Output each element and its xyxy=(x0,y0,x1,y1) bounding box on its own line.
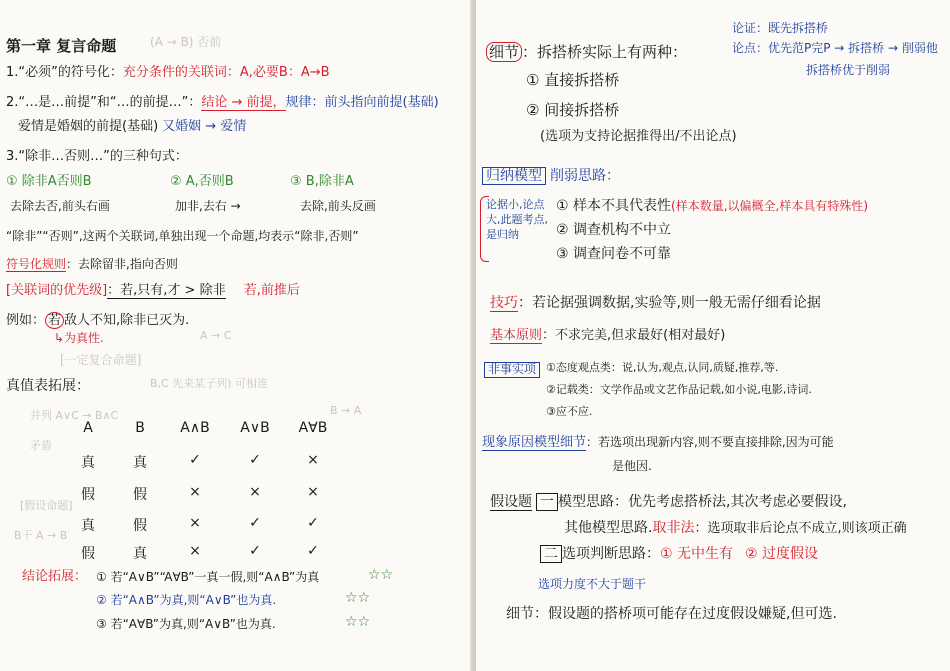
phen-label: 现象原因模型细节 xyxy=(482,435,587,450)
rule-2: 加非,去右 → xyxy=(175,199,241,213)
note-line-1-red: 充分条件的关联词：A,必要B：A→B xyxy=(122,65,330,80)
stars-3: ☆☆ xyxy=(345,614,371,630)
note-line-3-prefix: 爱情是婚姻的前提(基础) xyxy=(18,119,159,134)
detail-item-3: (选项为支持论据推得出/不出论点) xyxy=(540,129,737,144)
hyp-option-a: ① 无中生有 xyxy=(660,546,734,562)
hyp-text-2-red: 取非法 xyxy=(652,520,695,536)
table-cell: ✓ xyxy=(189,452,201,468)
table-cell: 假 xyxy=(133,487,147,503)
model-item-1-text: ① 样本不具代表性 xyxy=(556,198,672,214)
table-cell: 真 xyxy=(133,546,147,562)
detail-text: ：拆搭桥实际上有两种： xyxy=(522,43,688,61)
table-cell: × xyxy=(249,484,261,500)
stars-2: ☆☆ xyxy=(345,590,371,606)
ghost-side-1: 并列 A∨C → B∧C xyxy=(30,409,119,422)
right-page xyxy=(476,0,950,671)
final-note: 细节：假设题的搭桥项可能存在过度假设嫌疑,但可选. xyxy=(506,606,837,622)
priority-label: [关联词的优先级] xyxy=(6,283,108,298)
note-line-6 xyxy=(6,258,178,272)
model-item-1 xyxy=(556,198,868,214)
side-note: 论据小,论点大,此题考点,是归纳 xyxy=(486,198,548,241)
note-line-1 xyxy=(6,66,330,81)
detail-line xyxy=(486,44,687,61)
table-cell: ✓ xyxy=(307,515,319,531)
ghost-side-4: [假设命题] xyxy=(20,499,73,512)
rule-1: 去除去否,前头右画 xyxy=(10,199,110,213)
ghost-example: A → C xyxy=(200,329,232,342)
conclusion-1: ① 若“A∨B”“A∀B”一真一假,则“A∧B”为真 xyxy=(96,570,320,584)
ghost-side-2: 矛盾 xyxy=(30,439,52,452)
hyp-line-2 xyxy=(564,520,907,537)
note-line-4: 3.“除非…否则…”的三种句式： xyxy=(6,149,188,164)
note-line-6-rest: ：去除留非,指向否则 xyxy=(66,257,178,271)
left-page xyxy=(0,0,472,671)
detail-item-2: ② 间接拆搭桥 xyxy=(526,101,620,119)
note-line-3 xyxy=(18,120,246,135)
model-text: 削弱思路： xyxy=(550,168,620,184)
table-cell: × xyxy=(189,515,201,531)
table-cell: 真 xyxy=(133,455,147,471)
model-item-2: ② 调查机构不中立 xyxy=(556,222,672,238)
priority-red: 若,前推后 xyxy=(243,283,300,298)
top-note-2: 论点：优先范P完P → 拆搭桥 → 削弱他 xyxy=(732,41,938,55)
ghost-side-5: B干 A → B xyxy=(14,529,68,542)
truth-table-title: 真值表拓展： xyxy=(6,378,90,394)
basic-text: ：不求完美,但求最好(相对最好) xyxy=(542,328,726,343)
chapter-title: 第一章 复言命题 xyxy=(6,37,117,55)
note-line-5: “除非”“否则”,这两个关联词,单独出现一个命题,均表示“除非,否则” xyxy=(6,229,359,243)
model-label: 归纳模型 xyxy=(482,167,546,185)
table-cell: ✓ xyxy=(249,543,261,559)
rule-3: 去除,前头反画 xyxy=(300,199,376,213)
note-line-3-blue: 又婚姻 → 爱情 xyxy=(162,119,247,134)
table-header: A xyxy=(83,420,93,436)
tip-text: ：若论据强调数据,实验等,则一般无需仔细看论据 xyxy=(518,295,821,311)
hyp-circle-1: 一 xyxy=(536,493,558,511)
model-item-3: ③ 调查问卷不可靠 xyxy=(556,246,672,262)
phen-line xyxy=(482,436,834,451)
top-note-3: 拆搭桥优于削弱 xyxy=(806,63,891,77)
option-2: ② A,否则B xyxy=(170,174,234,189)
table-cell: 真 xyxy=(81,518,95,534)
tip-label: 技巧 xyxy=(490,295,518,311)
table-cell: ✓ xyxy=(249,452,261,468)
note-line-1-prefix: 1.“必须”的符号化： xyxy=(6,65,123,80)
conclusion-2: ② 若“A∧B”为真,则“A∨B”也为真. xyxy=(96,593,277,607)
conclusion-label: 结论拓展： xyxy=(22,569,88,584)
priority-line xyxy=(6,284,300,299)
example-prefix: 例如： xyxy=(6,313,46,328)
top-note-1: 论证：既先拆搭桥 xyxy=(732,21,829,35)
ghost-side-3: B → A xyxy=(330,404,362,417)
fact-item-1: ①态度观点类：说,认为,观点,认同,质疑,推荐,等. xyxy=(546,361,779,374)
example-text: 敌人不知,除非已灭为. xyxy=(64,313,190,328)
strength-note: 选项力度不大于题干 xyxy=(538,577,647,591)
fact-item-2: ②记载类：文学作品或文艺作品记载,如小说,电影,诗词. xyxy=(546,383,812,396)
table-cell: ✓ xyxy=(307,543,319,559)
hyp-option-b: ② 过度假设 xyxy=(745,546,819,562)
note-line-2-prefix: 2.“…是…前提”和“…的前提…”： xyxy=(6,95,202,110)
table-cell: 假 xyxy=(81,546,95,562)
hyp-text-2-prefix: 其他模型思路. xyxy=(564,520,653,536)
note-line-6-red: 符号化规则 xyxy=(6,257,67,271)
option-3: ③ B,除非A xyxy=(290,174,354,189)
table-header: A∀B xyxy=(298,420,328,436)
conclusion-3: ③ 若“A∀B”为真,则“A∨B”也为真. xyxy=(96,617,276,631)
hyp-label: 假设题 xyxy=(490,494,532,510)
ghost-truth: B,C 先来某子列) 可相连 xyxy=(150,377,269,390)
table-header: A∨B xyxy=(240,420,270,436)
phen-text-2: 是他因. xyxy=(612,459,652,473)
model-item-1-red: (样本数量,以偏概全,样本具有特殊性) xyxy=(671,199,869,213)
note-line-2 xyxy=(6,96,439,111)
basic-label: 基本原则 xyxy=(490,328,543,343)
ghost-text-top: (A → B) 否前 xyxy=(150,35,222,49)
table-cell: × xyxy=(307,452,319,468)
table-header: B xyxy=(135,420,145,436)
hyp-line-1 xyxy=(490,494,847,510)
table-cell: × xyxy=(307,484,319,500)
option-1: ① 除非A否则B xyxy=(6,174,92,189)
table-cell: × xyxy=(189,484,201,500)
fact-label: 非事实项 xyxy=(484,362,540,378)
note-line-2-red: 结论 → 前提， xyxy=(201,95,286,110)
hyp-line-3 xyxy=(540,546,818,562)
note-line-2-blue: 规律：前头指向前提(基础) xyxy=(285,95,439,110)
hyp-text-2-rest: ：选项取非后论点不成立,则该项正确 xyxy=(694,521,907,536)
example-line xyxy=(6,314,189,329)
table-cell: ✓ xyxy=(249,515,261,531)
ghost-section: [一定复合命题] xyxy=(60,353,142,367)
example-arrow: ↳为真性. xyxy=(54,331,104,345)
priority-text: ：若,只有,才 > 除非 xyxy=(107,283,226,298)
table-cell: 真 xyxy=(81,455,95,471)
table-cell: 假 xyxy=(133,518,147,534)
stars-1: ☆☆ xyxy=(368,567,394,583)
fact-item-3: ③应不应. xyxy=(546,405,593,418)
tip-line xyxy=(490,295,821,311)
table-cell: 假 xyxy=(81,487,95,503)
phen-text: ：若选项出现新内容,则不要直接排除,因为可能 xyxy=(586,435,834,449)
table-header: A∧B xyxy=(180,420,210,436)
detail-label: 细节 xyxy=(486,42,522,62)
hyp-text-3: 选项判断思路： xyxy=(562,546,660,562)
table-cell: × xyxy=(189,543,201,559)
model-line xyxy=(482,168,620,184)
basic-line xyxy=(490,329,725,344)
hyp-circle-2: 二 xyxy=(540,545,562,563)
example-circle: 若 xyxy=(45,312,64,329)
detail-item-1: ① 直接拆搭桥 xyxy=(526,71,620,89)
hyp-text-1: 模型思路：优先考虑搭桥法,其次考虑必要假设, xyxy=(558,494,847,510)
